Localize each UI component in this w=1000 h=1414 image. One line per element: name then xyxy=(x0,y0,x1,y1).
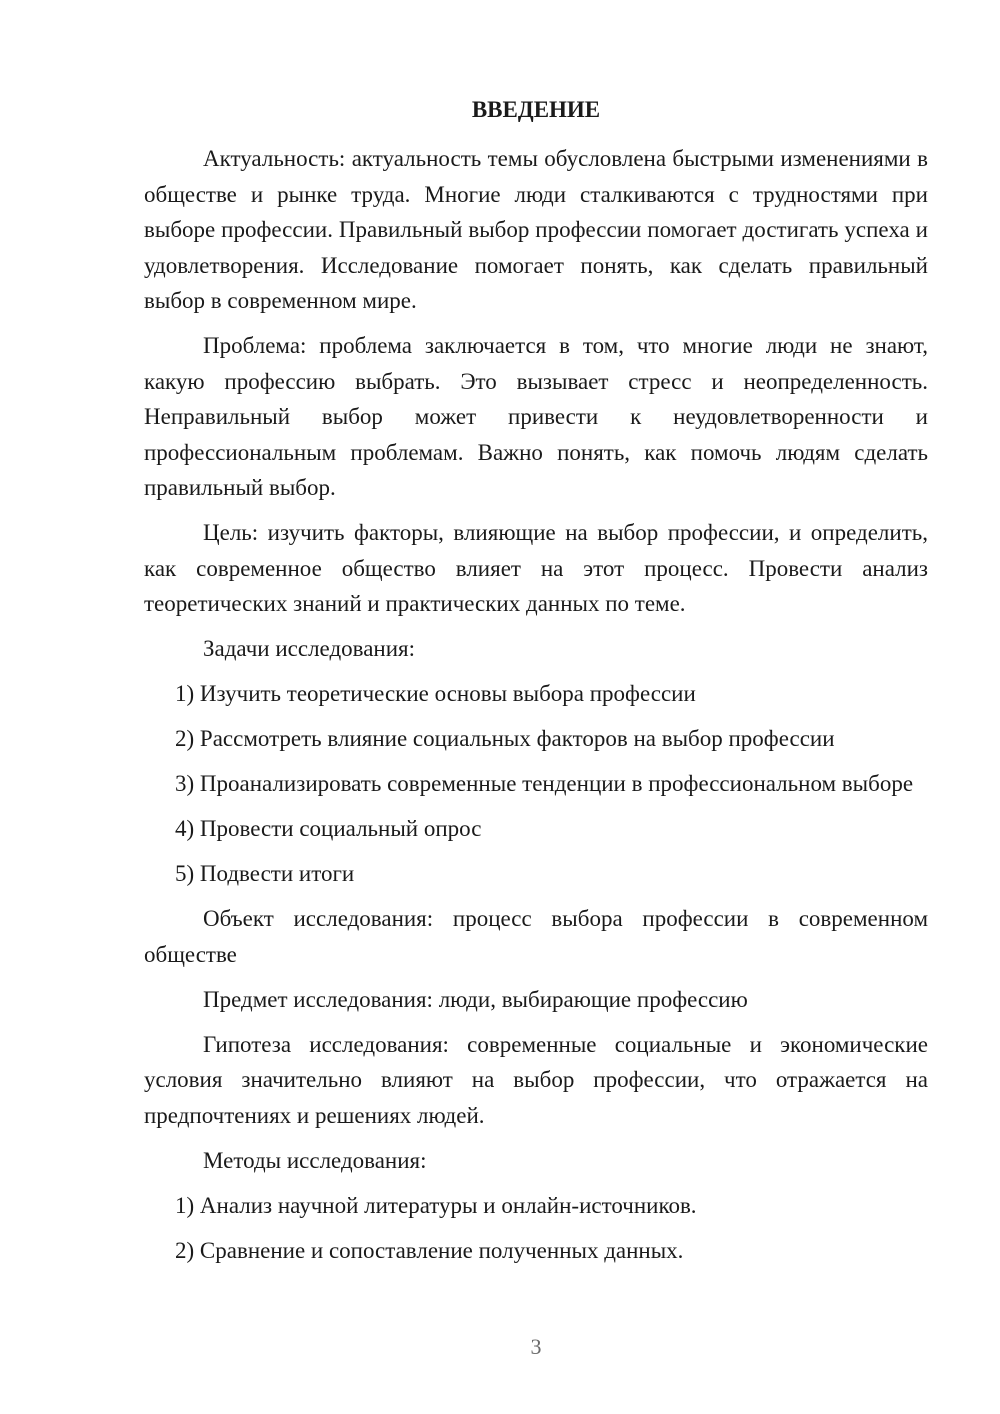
task-item: 4) Провести социальный опрос xyxy=(175,816,482,841)
section-heading: ВВЕДЕНИЕ xyxy=(471,97,601,122)
task-item: 5) Подвести итоги xyxy=(175,861,355,886)
subject-paragraph: Предмет исследования: люди, выбирающие профессию xyxy=(203,986,748,1012)
tasks-heading: Задачи исследования: xyxy=(203,636,416,661)
method-item: 2) Сравнение и сопоставление полученных данных. xyxy=(175,1237,684,1263)
method-item: 1) Анализ научной литературы и онлайн-источников. xyxy=(175,1192,697,1218)
relevance-paragraph: Актуальность: актуальность темы обусловлена быстрыми изменениями в обществе и рынке труда. Многие люди сталкиваются с трудностями при выборе профессии. Правильный выбор профессии помогает достигать успеха и удовлетворения. Исследование помогает понять, как сделать правильный выбор в современном мире. xyxy=(144,146,928,313)
body-text xyxy=(144,141,928,1278)
object-paragraph: Объект исследования: процесс выбора профессии в современном обществе xyxy=(144,906,928,967)
page-number: 3 xyxy=(530,1334,542,1359)
methods-heading: Методы исследования: xyxy=(203,1147,427,1173)
goal-paragraph: Цель: изучить факторы, влияющие на выбор профессии, и определить, как современное общество влияет на этот процесс. Провести анализ теоретических знаний и практических данных по теме. xyxy=(144,520,928,616)
problem-paragraph: Проблема: проблема заключается в том, что многие люди не знают, какую профессию выбрать. Это вызывает стресс и неопределенность. Неправильный выбор может привести к неудовлетворенности и профессиональным проблемам. Важно понять, как помочь людям сделать правильный выбор. xyxy=(144,333,928,500)
task-item: 3) Проанализировать современные тенденции в профессиональном выборе xyxy=(175,771,914,796)
task-item: 1) Изучить теоретические основы выбора профессии xyxy=(175,681,696,706)
document-page xyxy=(144,0,928,1414)
hypothesis-paragraph: Гипотеза исследования: современные социальные и экономические условия значительно влияют на выбор профессии, что отражается на предпочтениях и решениях людей. xyxy=(144,1031,928,1128)
task-item: 2) Рассмотреть влияние социальных факторов на выбор профессии xyxy=(175,726,835,751)
